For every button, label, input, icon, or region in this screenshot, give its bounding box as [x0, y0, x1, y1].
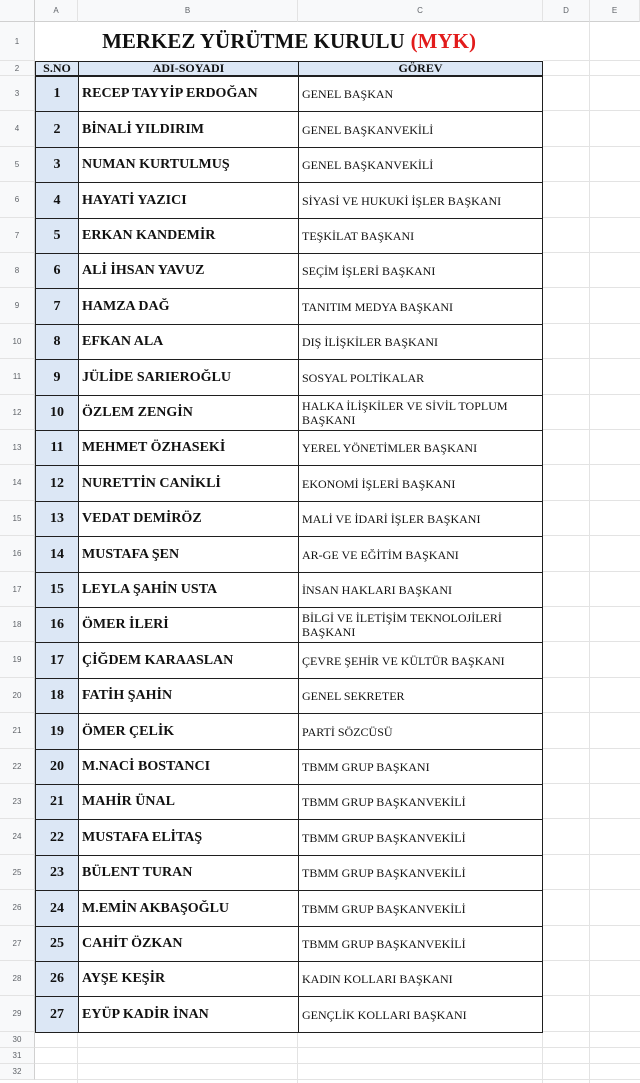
header-cell-duty[interactable]: GÖREV	[298, 61, 543, 76]
member-sno-cell[interactable]: 9	[35, 359, 79, 396]
column-gridline	[589, 22, 590, 1083]
column-header-e[interactable]: E	[590, 0, 640, 22]
member-sno-cell[interactable]: 6	[35, 253, 79, 289]
member-duty-cell[interactable]: TANITIM MEDYA BAŞKANI	[298, 288, 543, 325]
member-name-cell[interactable]: MUSTAFA ELİTAŞ	[78, 819, 299, 856]
row-header[interactable]: 12	[0, 395, 35, 430]
member-sno-cell[interactable]: 11	[35, 430, 79, 466]
row-header[interactable]: 8	[0, 253, 35, 288]
row-header[interactable]: 25	[0, 855, 35, 890]
row-header[interactable]: 32	[0, 1064, 35, 1080]
row-header[interactable]: 19	[0, 642, 35, 678]
member-sno-cell[interactable]: 21	[35, 784, 79, 820]
row-header[interactable]: 13	[0, 430, 35, 465]
member-sno-cell[interactable]: 22	[35, 819, 79, 856]
member-sno-cell[interactable]: 16	[35, 607, 79, 643]
member-duty-cell[interactable]: SEÇİM İŞLERİ BAŞKANI	[298, 253, 543, 289]
member-name-cell[interactable]: ÖMER ÇELİK	[78, 713, 299, 750]
row-gridline	[35, 1047, 640, 1048]
member-name-cell[interactable]: ALİ İHSAN YAVUZ	[78, 253, 299, 289]
member-duty-cell[interactable]: GENÇLİK KOLLARI BAŞKANI	[298, 996, 543, 1033]
member-name-cell[interactable]: CAHİT ÖZKAN	[78, 926, 299, 962]
member-duty-cell[interactable]: TBMM GRUP BAŞKANVEKİLİ	[298, 855, 543, 891]
member-duty-cell[interactable]: DIŞ İLİŞKİLER BAŞKANI	[298, 324, 543, 360]
row-header[interactable]: 16	[0, 536, 35, 572]
member-sno-cell[interactable]: 18	[35, 678, 79, 714]
row-gridline	[35, 1063, 640, 1064]
member-name-cell[interactable]: MUSTAFA ŞEN	[78, 536, 299, 573]
member-sno-cell[interactable]: 4	[35, 182, 79, 219]
row-header[interactable]: 9	[0, 288, 35, 324]
member-duty-cell[interactable]: TBMM GRUP BAŞKANVEKİLİ	[298, 890, 543, 927]
row-header[interactable]: 11	[0, 359, 35, 395]
member-duty-cell[interactable]: GENEL BAŞKANVEKİLİ	[298, 111, 543, 148]
member-duty-cell[interactable]: TBMM GRUP BAŞKANVEKİLİ	[298, 819, 543, 856]
member-sno-cell[interactable]: 10	[35, 395, 79, 431]
row-header[interactable]: 15	[0, 501, 35, 536]
header-cell-sno[interactable]: S.NO	[35, 61, 79, 76]
member-name-cell[interactable]: HAMZA DAĞ	[78, 288, 299, 325]
member-duty-cell[interactable]: KADIN KOLLARI BAŞKANI	[298, 961, 543, 997]
member-duty-cell[interactable]: BİLGİ VE İLETİŞİM TEKNOLOJİLERİ BAŞKANI	[298, 607, 543, 643]
member-name-cell[interactable]: NUMAN KURTULMUŞ	[78, 147, 299, 183]
row-header[interactable]: 14	[0, 465, 35, 501]
member-name-cell[interactable]: FATİH ŞAHİN	[78, 678, 299, 714]
member-sno-cell[interactable]: 24	[35, 890, 79, 927]
member-sno-cell[interactable]: 25	[35, 926, 79, 962]
member-name-cell[interactable]: RECEP TAYYİP ERDOĞAN	[78, 76, 299, 112]
member-sno-cell[interactable]: 8	[35, 324, 79, 360]
row-header[interactable]: 31	[0, 1048, 35, 1064]
member-duty-cell[interactable]: AR-GE VE EĞİTİM BAŞKANI	[298, 536, 543, 573]
member-name-cell[interactable]: ÖMER İLERİ	[78, 607, 299, 643]
row-header[interactable]: 26	[0, 890, 35, 926]
column-header-d[interactable]: D	[543, 0, 590, 22]
row-header[interactable]: 5	[0, 147, 35, 182]
member-sno-cell[interactable]: 17	[35, 642, 79, 679]
row-header[interactable]: 18	[0, 607, 35, 642]
row-header[interactable]: 4	[0, 111, 35, 147]
member-sno-cell[interactable]: 15	[35, 572, 79, 608]
row-header[interactable]: 27	[0, 926, 35, 961]
member-sno-cell[interactable]: 14	[35, 536, 79, 573]
row-header[interactable]: 2	[0, 61, 35, 76]
select-all-corner[interactable]	[0, 0, 35, 22]
member-name-cell[interactable]: AYŞE KEŞİR	[78, 961, 299, 997]
member-sno-cell[interactable]: 12	[35, 465, 79, 502]
member-name-cell[interactable]: M.NACİ BOSTANCI	[78, 749, 299, 785]
row-header[interactable]: 3	[0, 76, 35, 111]
row-header[interactable]: 7	[0, 218, 35, 253]
row-header[interactable]: 21	[0, 713, 35, 749]
row-gridline	[35, 1079, 640, 1080]
member-duty-cell[interactable]: GENEL BAŞKAN	[298, 76, 543, 112]
row-header[interactable]: 23	[0, 784, 35, 819]
member-sno-cell[interactable]: 1	[35, 76, 79, 112]
column-header-a[interactable]: A	[35, 0, 78, 22]
member-sno-cell[interactable]: 2	[35, 111, 79, 148]
member-duty-cell[interactable]: YEREL YÖNETİMLER BAŞKANI	[298, 430, 543, 466]
member-duty-cell[interactable]: GENEL SEKRETER	[298, 678, 543, 714]
member-duty-cell[interactable]: ÇEVRE ŞEHİR VE KÜLTÜR BAŞKANI	[298, 642, 543, 679]
member-name-cell[interactable]: NURETTİN CANİKLİ	[78, 465, 299, 502]
member-name-cell[interactable]: BİNALİ YILDIRIM	[78, 111, 299, 148]
member-sno-cell[interactable]: 27	[35, 996, 79, 1033]
member-duty-cell[interactable]: TEŞKİLAT BAŞKANI	[298, 218, 543, 254]
row-header[interactable]: 6	[0, 182, 35, 218]
member-duty-cell[interactable]: PARTİ SÖZCÜSÜ	[298, 713, 543, 750]
member-duty-cell[interactable]: MALİ VE İDARİ İŞLER BAŞKANI	[298, 501, 543, 537]
row-header[interactable]: 17	[0, 572, 35, 607]
row-header[interactable]: 10	[0, 324, 35, 359]
member-duty-cell[interactable]: TBMM GRUP BAŞKANVEKİLİ	[298, 784, 543, 820]
title-accent: (MYK)	[410, 29, 476, 53]
row-header[interactable]: 22	[0, 749, 35, 784]
row-header[interactable]: 28	[0, 961, 35, 996]
member-name-cell[interactable]: MEHMET ÖZHASEKİ	[78, 430, 299, 466]
member-name-cell[interactable]: ERKAN KANDEMİR	[78, 218, 299, 254]
title-main: MERKEZ YÜRÜTME KURULU	[102, 29, 405, 53]
member-sno-cell[interactable]: 23	[35, 855, 79, 891]
row-header[interactable]: 24	[0, 819, 35, 855]
member-duty-cell[interactable]: SOSYAL POLTİKALAR	[298, 359, 543, 396]
member-sno-cell[interactable]: 19	[35, 713, 79, 750]
row-header[interactable]: 30	[0, 1032, 35, 1048]
member-duty-cell[interactable]: İNSAN HAKLARI BAŞKANI	[298, 572, 543, 608]
member-duty-cell[interactable]: HALKA İLİŞKİLER VE SİVİL TOPLUM BAŞKANI	[298, 395, 543, 431]
member-name-cell[interactable]: MAHİR ÜNAL	[78, 784, 299, 820]
member-duty-cell[interactable]: TBMM GRUP BAŞKANVEKİLİ	[298, 926, 543, 962]
member-sno-cell[interactable]: 20	[35, 749, 79, 785]
header-cell-name[interactable]: ADI-SOYADI	[78, 61, 299, 76]
row-header[interactable]: 1	[0, 22, 35, 61]
sheet-title[interactable]	[35, 22, 543, 61]
member-name-cell[interactable]: EFKAN ALA	[78, 324, 299, 360]
member-sno-cell[interactable]: 7	[35, 288, 79, 325]
column-header-b[interactable]: B	[78, 0, 298, 22]
member-name-cell[interactable]: HAYATİ YAZICI	[78, 182, 299, 219]
member-sno-cell[interactable]: 3	[35, 147, 79, 183]
row-header[interactable]: 29	[0, 996, 35, 1032]
member-duty-cell[interactable]: EKONOMİ İŞLERİ BAŞKANI	[298, 465, 543, 502]
member-name-cell[interactable]: M.EMİN AKBAŞOĞLU	[78, 890, 299, 927]
member-name-cell[interactable]: LEYLA ŞAHİN USTA	[78, 572, 299, 608]
member-name-cell[interactable]: VEDAT DEMİRÖZ	[78, 501, 299, 537]
row-header[interactable]: 20	[0, 678, 35, 713]
member-duty-cell[interactable]: GENEL BAŞKANVEKİLİ	[298, 147, 543, 183]
member-duty-cell[interactable]: SİYASİ VE HUKUKİ İŞLER BAŞKANI	[298, 182, 543, 219]
member-sno-cell[interactable]: 26	[35, 961, 79, 997]
member-name-cell[interactable]: ÇİĞDEM KARAASLAN	[78, 642, 299, 679]
member-name-cell[interactable]: EYÜP KADİR İNAN	[78, 996, 299, 1033]
member-name-cell[interactable]: ÖZLEM ZENGİN	[78, 395, 299, 431]
member-name-cell[interactable]: JÜLİDE SARIEROĞLU	[78, 359, 299, 396]
member-sno-cell[interactable]: 5	[35, 218, 79, 254]
column-header-c[interactable]: C	[298, 0, 543, 22]
member-name-cell[interactable]: BÜLENT TURAN	[78, 855, 299, 891]
member-sno-cell[interactable]: 13	[35, 501, 79, 537]
member-duty-cell[interactable]: TBMM GRUP BAŞKANI	[298, 749, 543, 785]
